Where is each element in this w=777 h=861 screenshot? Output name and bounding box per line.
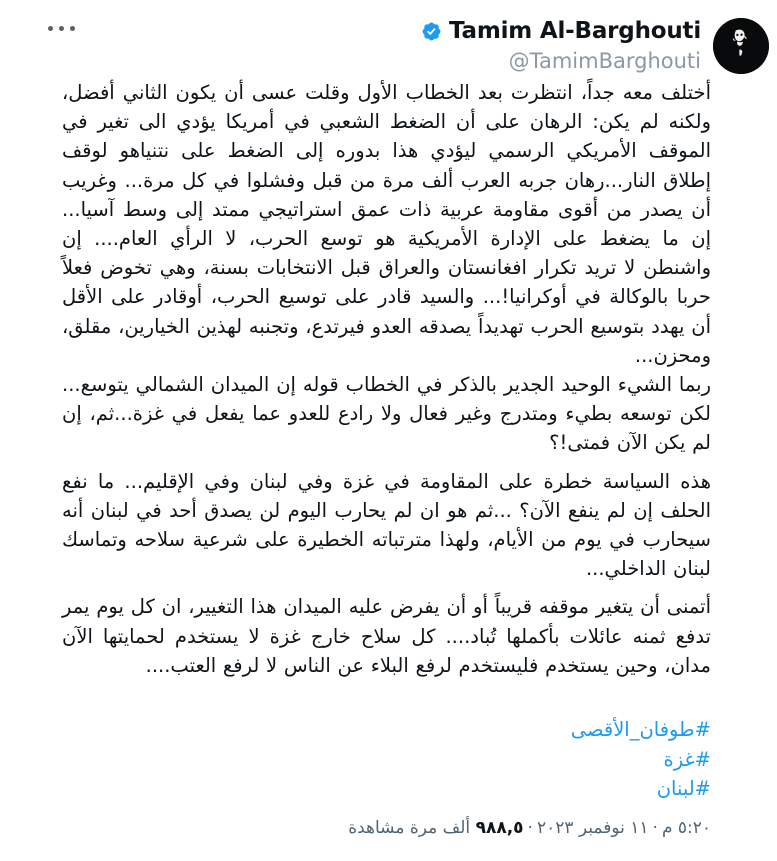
tweet-text: [0, 78, 777, 680]
account-identity[interactable]: [421, 16, 701, 74]
view-count-label: ألف مرة مشاهدة: [348, 818, 471, 838]
display-name: Tamim Al-Barghouti: [449, 18, 701, 44]
account-handle: @TamimBarghouti: [508, 49, 701, 73]
tweet-paragraph: هذه السياسة خطرة على المقاومة في غزة وفي لبنان وفي الإقليم... ما نفع الحلف إن لم ينفع الآن؟ ...ثم هو ان لم يحارب اليوم لن يصدق أحد في لبنان أنه سيحارب في يوم من الأيام، ولهذا مترتباته الخطيرة على شرعية سلاحه وتماسك لبنان الداخلي...: [62, 469, 711, 581]
avatar-image: [713, 18, 769, 74]
view-count-value: ٩٨٨,٥: [475, 818, 524, 838]
tweet-header: [0, 0, 777, 78]
tweet-time: ٥:٢٠ م: [661, 818, 711, 838]
hashtag-link[interactable]: #غزة: [663, 747, 711, 771]
tweet-paragraph: أختلف معه جداً، انتظرت بعد الخطاب الأول وقلت عسى أن يكون الثاني أفضل، ولكنه لم يكن: الرهان على أن الضغط الشعبي في أمريكا يؤدي الى تغير في الموقف الأمريكي الرسمي ليؤدي هذا بدوره إلى الضغط على نتنياهو لوقف إطلاق النار...رهان جربه العرب ألف مرة من قبل وفشلوا في كل مرة... وغريب أن يصدر من أقوى مقاومة عربية ذات عمق استراتيجي ممتد إلى وسط آسيا... إن ما يضغط على الإدارة الأمريكية هو توسع الحرب، لا الرأي العام.... إن واشنطن لا تريد تكرار افغانستان والعراق قبل الانتخابات بسنة، وهي تخوض فعلاً حربا بالوكالة في أوكرانيا!... والسيد قادر على توسيع الحرب، أوقادر على الأقل أن يهدد بتوسيع الحرب تهديداً يصدقه العدو فيرتدع، وتجنبه لهذين الخيارين، مقلق، ومحزن...: [62, 81, 711, 367]
hashtag-link[interactable]: #طوفان_الأقصى: [570, 718, 711, 742]
hashtag-link[interactable]: #لبنان: [656, 777, 711, 801]
display-name-row: [421, 16, 701, 46]
tweet-metadata: [0, 817, 777, 839]
hashtag-list: [0, 715, 777, 804]
more-dot-icon: [59, 26, 64, 31]
tweet-date: ١١ نوفمبر ٢٠٢٣: [536, 818, 649, 838]
more-dot-icon: [48, 26, 53, 31]
tweet-paragraph: أتمنى أن يتغير موقفه قريباً أو أن يفرض عليه الميدان هذا التغيير، ان كل يوم يمر تدفع ثمنه عائلات بأكملها تُباد.... كل سلاح خارج غزة لا يستخدم لحمايتها الآن مدان، وحين يستخدم فليستخدم لرفع البلاء عن الناس لا لرفع العتب....: [62, 595, 711, 677]
metadata-separator: ·: [527, 818, 533, 838]
more-dot-icon: [70, 26, 75, 31]
tweet-paragraph: ربما الشيء الوحيد الجدير بالذكر في الخطاب قوله إن الميدان الشمالي يتوسع... لكن توسعه بطيء ومتدرج وغير فعال ولا رادع للعدو عما يفعل في غزة...ثم، إن لم يكن الآن فمتى!؟: [62, 373, 711, 455]
metadata-separator: ·: [652, 818, 658, 838]
more-options-button[interactable]: [48, 26, 75, 31]
verified-badge-icon: [421, 21, 442, 42]
avatar[interactable]: [713, 18, 769, 74]
